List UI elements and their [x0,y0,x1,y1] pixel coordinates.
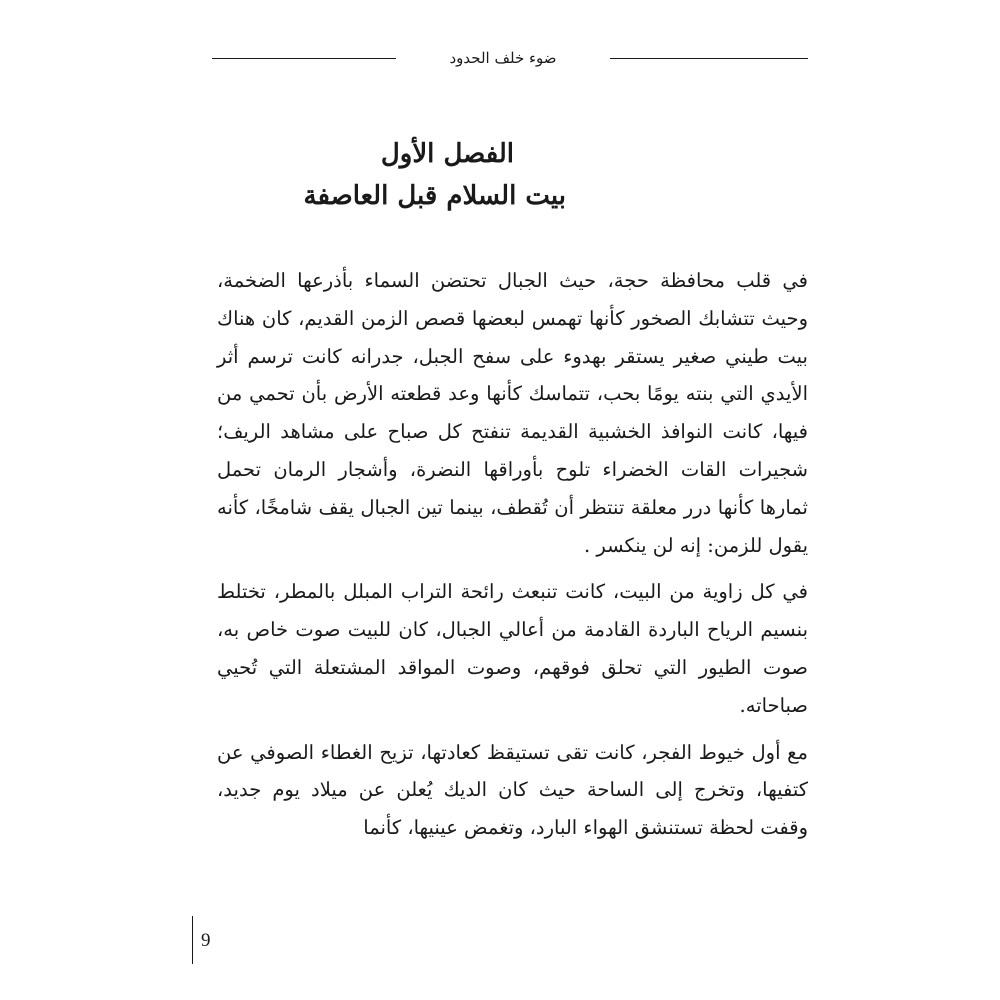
running-title: ضوء خلف الحدود [449,49,557,67]
header-rule-left [212,58,396,59]
chapter-heading [200,133,566,217]
chapter-title: بيت السلام قبل العاصفة [303,181,566,211]
header-rule-right [610,58,808,59]
page-number: 9 [201,930,211,951]
body-text [217,262,808,856]
paragraph-3: مع أول خيوط الفجر، كانت تقى تستيقظ كعادتها، تزيح الغطاء الصوفي عن كتفيها، وتخرج إلى الساحة حيث كان الديك يُعلن عن ميلاد يوم جديد، وقفت لحظة تستنشق الهواء البارد، وتغمض عينيها، كأنما [217,740,808,840]
running-header [212,47,808,71]
chapter-number: الفصل الأول [380,139,514,169]
folio-rule [192,916,193,964]
paragraph-2: في كل زاوية من البيت، كانت تنبعث رائحة التراب المبلل بالمطر، تختلط بنسيم الرياح الباردة القادمة من أعالي الجبال، كان للبيت صوت خاص به، صوت الطيور التي تحلق فوقهم، وصوت المواقد المشتعلة التي تُحيي صباحاته. [217,580,808,717]
paragraph-1: في قلب محافظة حجة، حيث الجبال تحتضن السماء بأذرعها الضخمة، وحيث تتشابك الصخور كأنها تهمس لبعضها قصص الزمن القديم، كان هناك بيت طيني صغير يستقر بهدوء على سفح الجبل، جدرانه كانت ترسم أثر الأيدي التي بنته يومًا بحب، تتماسك كأنها وعد قطعته الأرض بأن تحمي من فيها، كانت النوافذ الخشبية القديمة تنفتح كل صباح على مشاهد الريف؛ شجيرات القات الخضراء تلوح بأوراقها النضرة، وأشجار الرمان تحمل ثمارها كأنها درر معلقة تنتظر أن تُقطف، بينما تين الجبال يقف شامخًا، كأنه يقول للزمن: إنه لن ينكسر . [217,269,808,557]
